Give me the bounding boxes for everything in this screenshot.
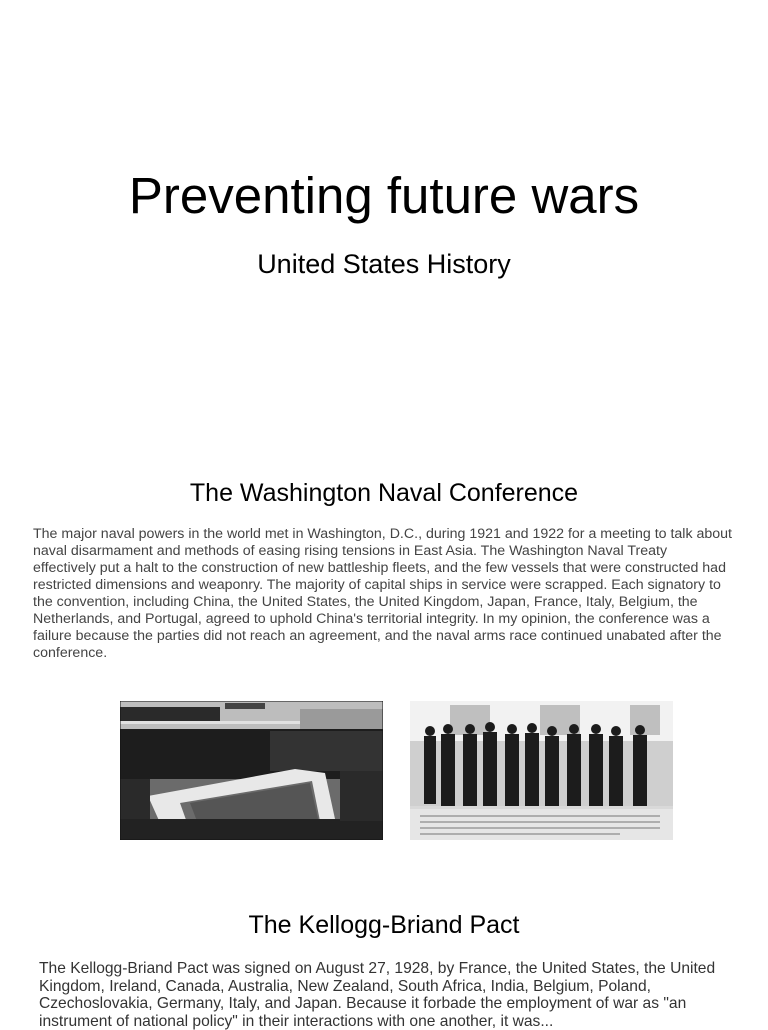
page-subtitle: United States History bbox=[257, 249, 511, 279]
section-heading-kellogg-briand: The Kellogg-Briand Pact bbox=[248, 911, 520, 939]
delegates-group-photo bbox=[410, 701, 673, 840]
page-title: Preventing future wars bbox=[128, 167, 640, 224]
section-body-washington: The major naval powers in the world met in Washington, D.C., during 1921 and 1922 for a meeting to talk about naval disarmament and methods of easing rising tensions in East Asia. The Washington Naval Treaty effectively put a halt to the construction of new battleship fleets, and the few vessels that were constructed had restricted dimensions and weaponry. The majority of capital ships in service were scrapped. Each signatory to the convention, including China, the United States, the United Kingdom, Japan, France, Italy, Belgium, the Netherlands, and Portugal, agreed to uphold China's territorial integrity. In my opinion, the conference was a failure because the parties did not reach an agreement, and the naval arms race continued unabated after the conference. bbox=[33, 526, 732, 661]
conference-hall-photo bbox=[120, 701, 383, 840]
section-body-kellogg-briand: The Kellogg-Briand Pact was signed on August 27, 1928, by France, the United States, the United Kingdom, Ireland, Canada, Australia, New Zealand, South Africa, India, Belgium, Poland, Czechoslovakia, Germany, Italy, and Japan. Because it forbade the employment of war as "an instrument of national policy" in their interactions with one another, it was... bbox=[39, 960, 716, 1030]
section-heading-washington: The Washington Naval Conference bbox=[189, 479, 579, 507]
